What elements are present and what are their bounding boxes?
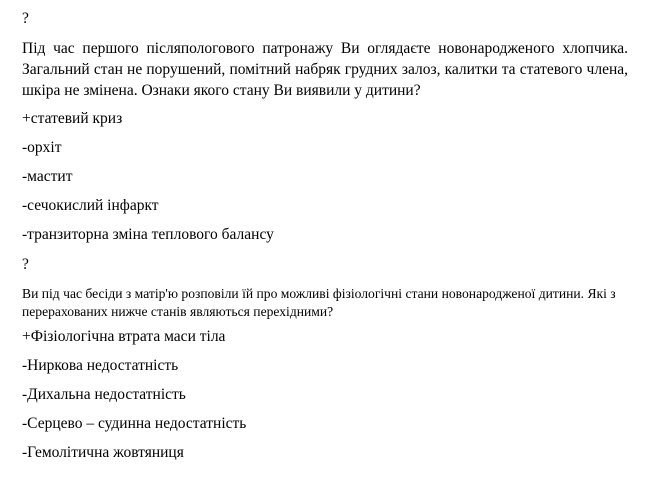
question-text: Під час першого післяпологового патронажу Ви оглядаєте новонародженого хлопчика. Загальний стан не порушений, помітний набряк грудних залоз, калитки та статевого члена, шкіра не змінена. Ознаки якого стану Ви виявили у дитини? (22, 40, 628, 99)
question-text: Ви під час бесіди з матір'ю розповіли їй про можливі фізіологічні стани новонародженої дитини. Які з перерахованих нижче станів являються перехідними? (22, 286, 616, 319)
answer-option: -сечокислий інфаркт (22, 197, 159, 214)
question-marker: ? (22, 256, 29, 273)
answer-option: -Серцево – судинна недостатність (22, 415, 247, 432)
answer-option: -мастит (22, 168, 73, 185)
question-marker: ? (22, 10, 29, 27)
answer-option: -транзиторна зміна теплового балансу (22, 226, 274, 243)
answer-option: -Гемолітична жовтяниця (22, 444, 184, 461)
answer-option: -Ниркова недостатність (22, 357, 179, 374)
answer-option-correct: +Фізіологічна втрата маси тіла (22, 328, 226, 345)
answer-option: -Дихальна недостатність (22, 386, 186, 403)
answer-option-correct: +статевий криз (22, 110, 123, 127)
answer-option: -орхіт (22, 139, 62, 156)
